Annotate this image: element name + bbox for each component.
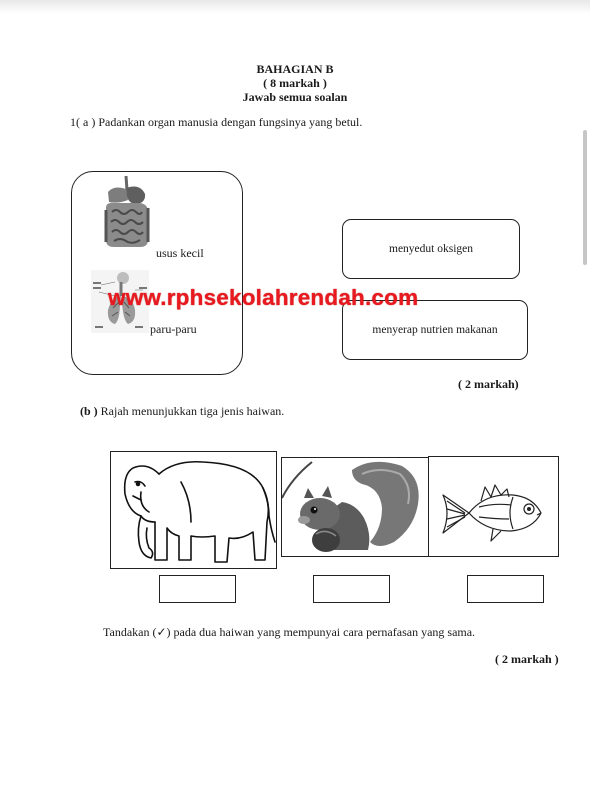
question-1b-text: [80, 404, 284, 419]
answer-box-fish[interactable]: [467, 575, 544, 603]
question-1a-text: 1( a ) Padankan organ manusia dengan fungsinya yang betul.: [70, 115, 363, 129]
question-1b-instruction: Tandakan (✓) pada dua haiwan yang mempunyai cara pernafasan yang sama.: [103, 625, 476, 639]
elephant-icon: [111, 452, 277, 569]
watermark: www.rphsekolahrendah.com: [108, 285, 419, 310]
section-header: [0, 62, 590, 104]
animal-frame-fish: [428, 456, 559, 557]
page-top-edge: [0, 0, 590, 14]
digestive-system-icon: [100, 172, 155, 250]
marks-question-1a: ( 2 markah): [458, 377, 519, 391]
question-1b-label: (b ): [80, 404, 98, 418]
answer-box-squirrel[interactable]: [313, 575, 390, 603]
scrollbar[interactable]: [583, 130, 587, 265]
function-label: menyerap nutrien makanan: [372, 324, 498, 336]
animal-frame-elephant: [110, 451, 277, 569]
fish-icon: [429, 457, 559, 557]
section-title: BAHAGIAN B: [256, 62, 334, 76]
section-marks: ( 8 markah ): [263, 76, 327, 90]
answer-box-elephant[interactable]: [159, 575, 236, 603]
organ-label-usus-kecil: usus kecil: [156, 246, 204, 260]
animal-frame-squirrel: [281, 457, 429, 557]
function-label: menyedut oksigen: [389, 243, 473, 255]
squirrel-icon: [282, 458, 429, 557]
section-instruction: Jawab semua soalan: [242, 90, 348, 104]
organ-label-paru-paru: paru-paru: [150, 322, 197, 336]
marks-question-1b: ( 2 markah ): [495, 652, 559, 666]
question-1b-body: Rajah menunjukkan tiga jenis haiwan.: [100, 404, 285, 418]
function-box-menyedut-oksigen[interactable]: [342, 219, 520, 279]
